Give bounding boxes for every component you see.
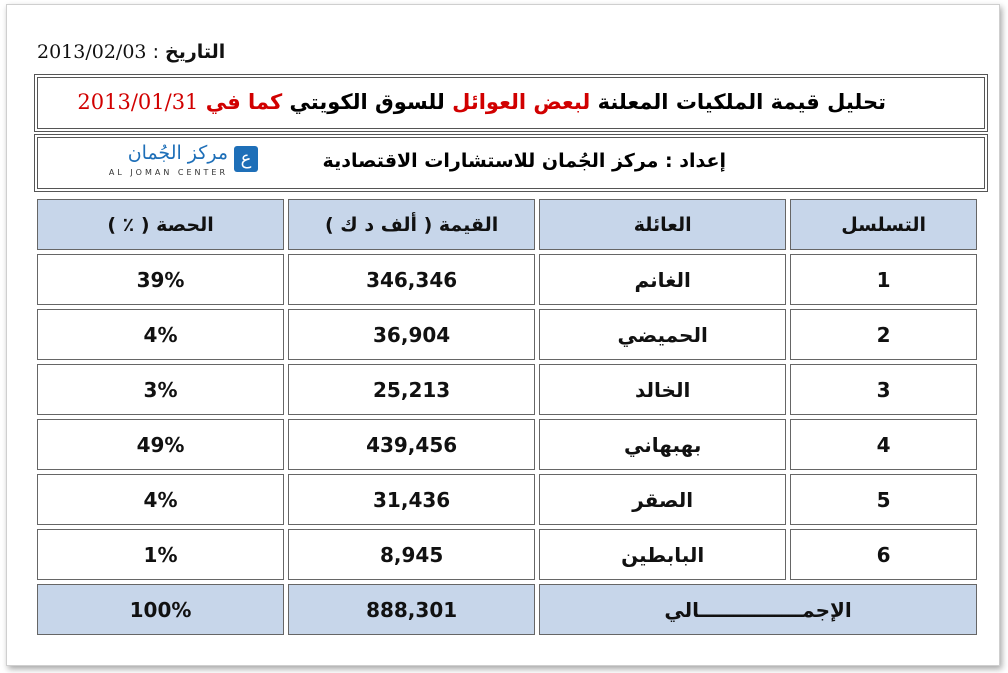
- cell-serial: 6: [790, 529, 977, 580]
- header-family: العائلة: [539, 199, 786, 250]
- cell-share: 1%: [37, 529, 284, 580]
- cell-share: 4%: [37, 309, 284, 360]
- header-share: الحصة ( ٪ ): [37, 199, 284, 250]
- holdings-table: [33, 195, 981, 639]
- prepared-by-box: [37, 137, 985, 189]
- cell-value: 439,456: [288, 419, 535, 470]
- cell-serial: 3: [790, 364, 977, 415]
- cell-value: 31,436: [288, 474, 535, 525]
- title-box: [37, 77, 985, 129]
- report-page: [6, 4, 1000, 666]
- total-value: 888,301: [288, 584, 535, 635]
- cell-share: 49%: [37, 419, 284, 470]
- cell-value: 8,945: [288, 529, 535, 580]
- table-row: [37, 364, 977, 415]
- table-row: [37, 474, 977, 525]
- table-row: [37, 309, 977, 360]
- cell-share: 3%: [37, 364, 284, 415]
- cell-serial: 1: [790, 254, 977, 305]
- table-row: [37, 529, 977, 580]
- cell-serial: 2: [790, 309, 977, 360]
- header-value: القيمة ( ألف د ك ): [288, 199, 535, 250]
- cell-family: الغانم: [539, 254, 786, 305]
- prepared-separator: :: [665, 150, 673, 172]
- cell-share: 4%: [37, 474, 284, 525]
- title-part-1: تحليل قيمة الملكيات المعلنة: [597, 90, 886, 114]
- title-part-2: لبعض العوائل: [452, 90, 591, 114]
- report-title: [77, 90, 886, 114]
- date-value: 2013/02/03: [37, 41, 147, 63]
- prepared-label: إعداد: [679, 150, 726, 172]
- joman-logo: [60, 144, 258, 182]
- cell-family: البابطين: [539, 529, 786, 580]
- cell-family: الخالد: [539, 364, 786, 415]
- date-label: التاريخ: [165, 41, 226, 63]
- title-date: 2013/01/31: [77, 90, 199, 114]
- total-label: الإجمـــــــــــــــالي: [539, 584, 977, 635]
- cell-value: 36,904: [288, 309, 535, 360]
- logo-arabic-text: مركز الجُمان: [127, 142, 228, 164]
- date-line: [37, 41, 225, 63]
- cell-family: بهبهاني: [539, 419, 786, 470]
- prepared-name: مركز الجُمان للاستشارات الاقتصادية: [322, 150, 659, 172]
- title-part-3: للسوق الكويتي: [289, 90, 445, 114]
- table-header-row: [37, 199, 977, 250]
- title-part-4: كما في: [205, 90, 283, 114]
- table-row: [37, 254, 977, 305]
- logo-english-text: AL JOMAN CENTER: [108, 168, 228, 177]
- total-share: 100%: [37, 584, 284, 635]
- cell-family: الصقر: [539, 474, 786, 525]
- table-total-row: [37, 584, 977, 635]
- joman-logo-icon: ع: [234, 146, 258, 172]
- cell-share: 39%: [37, 254, 284, 305]
- cell-family: الحميضي: [539, 309, 786, 360]
- cell-serial: 5: [790, 474, 977, 525]
- table-row: [37, 419, 977, 470]
- prepared-by-text: [323, 150, 726, 172]
- date-separator: :: [152, 41, 159, 63]
- cell-serial: 4: [790, 419, 977, 470]
- cell-value: 346,346: [288, 254, 535, 305]
- header-serial: التسلسل: [790, 199, 977, 250]
- cell-value: 25,213: [288, 364, 535, 415]
